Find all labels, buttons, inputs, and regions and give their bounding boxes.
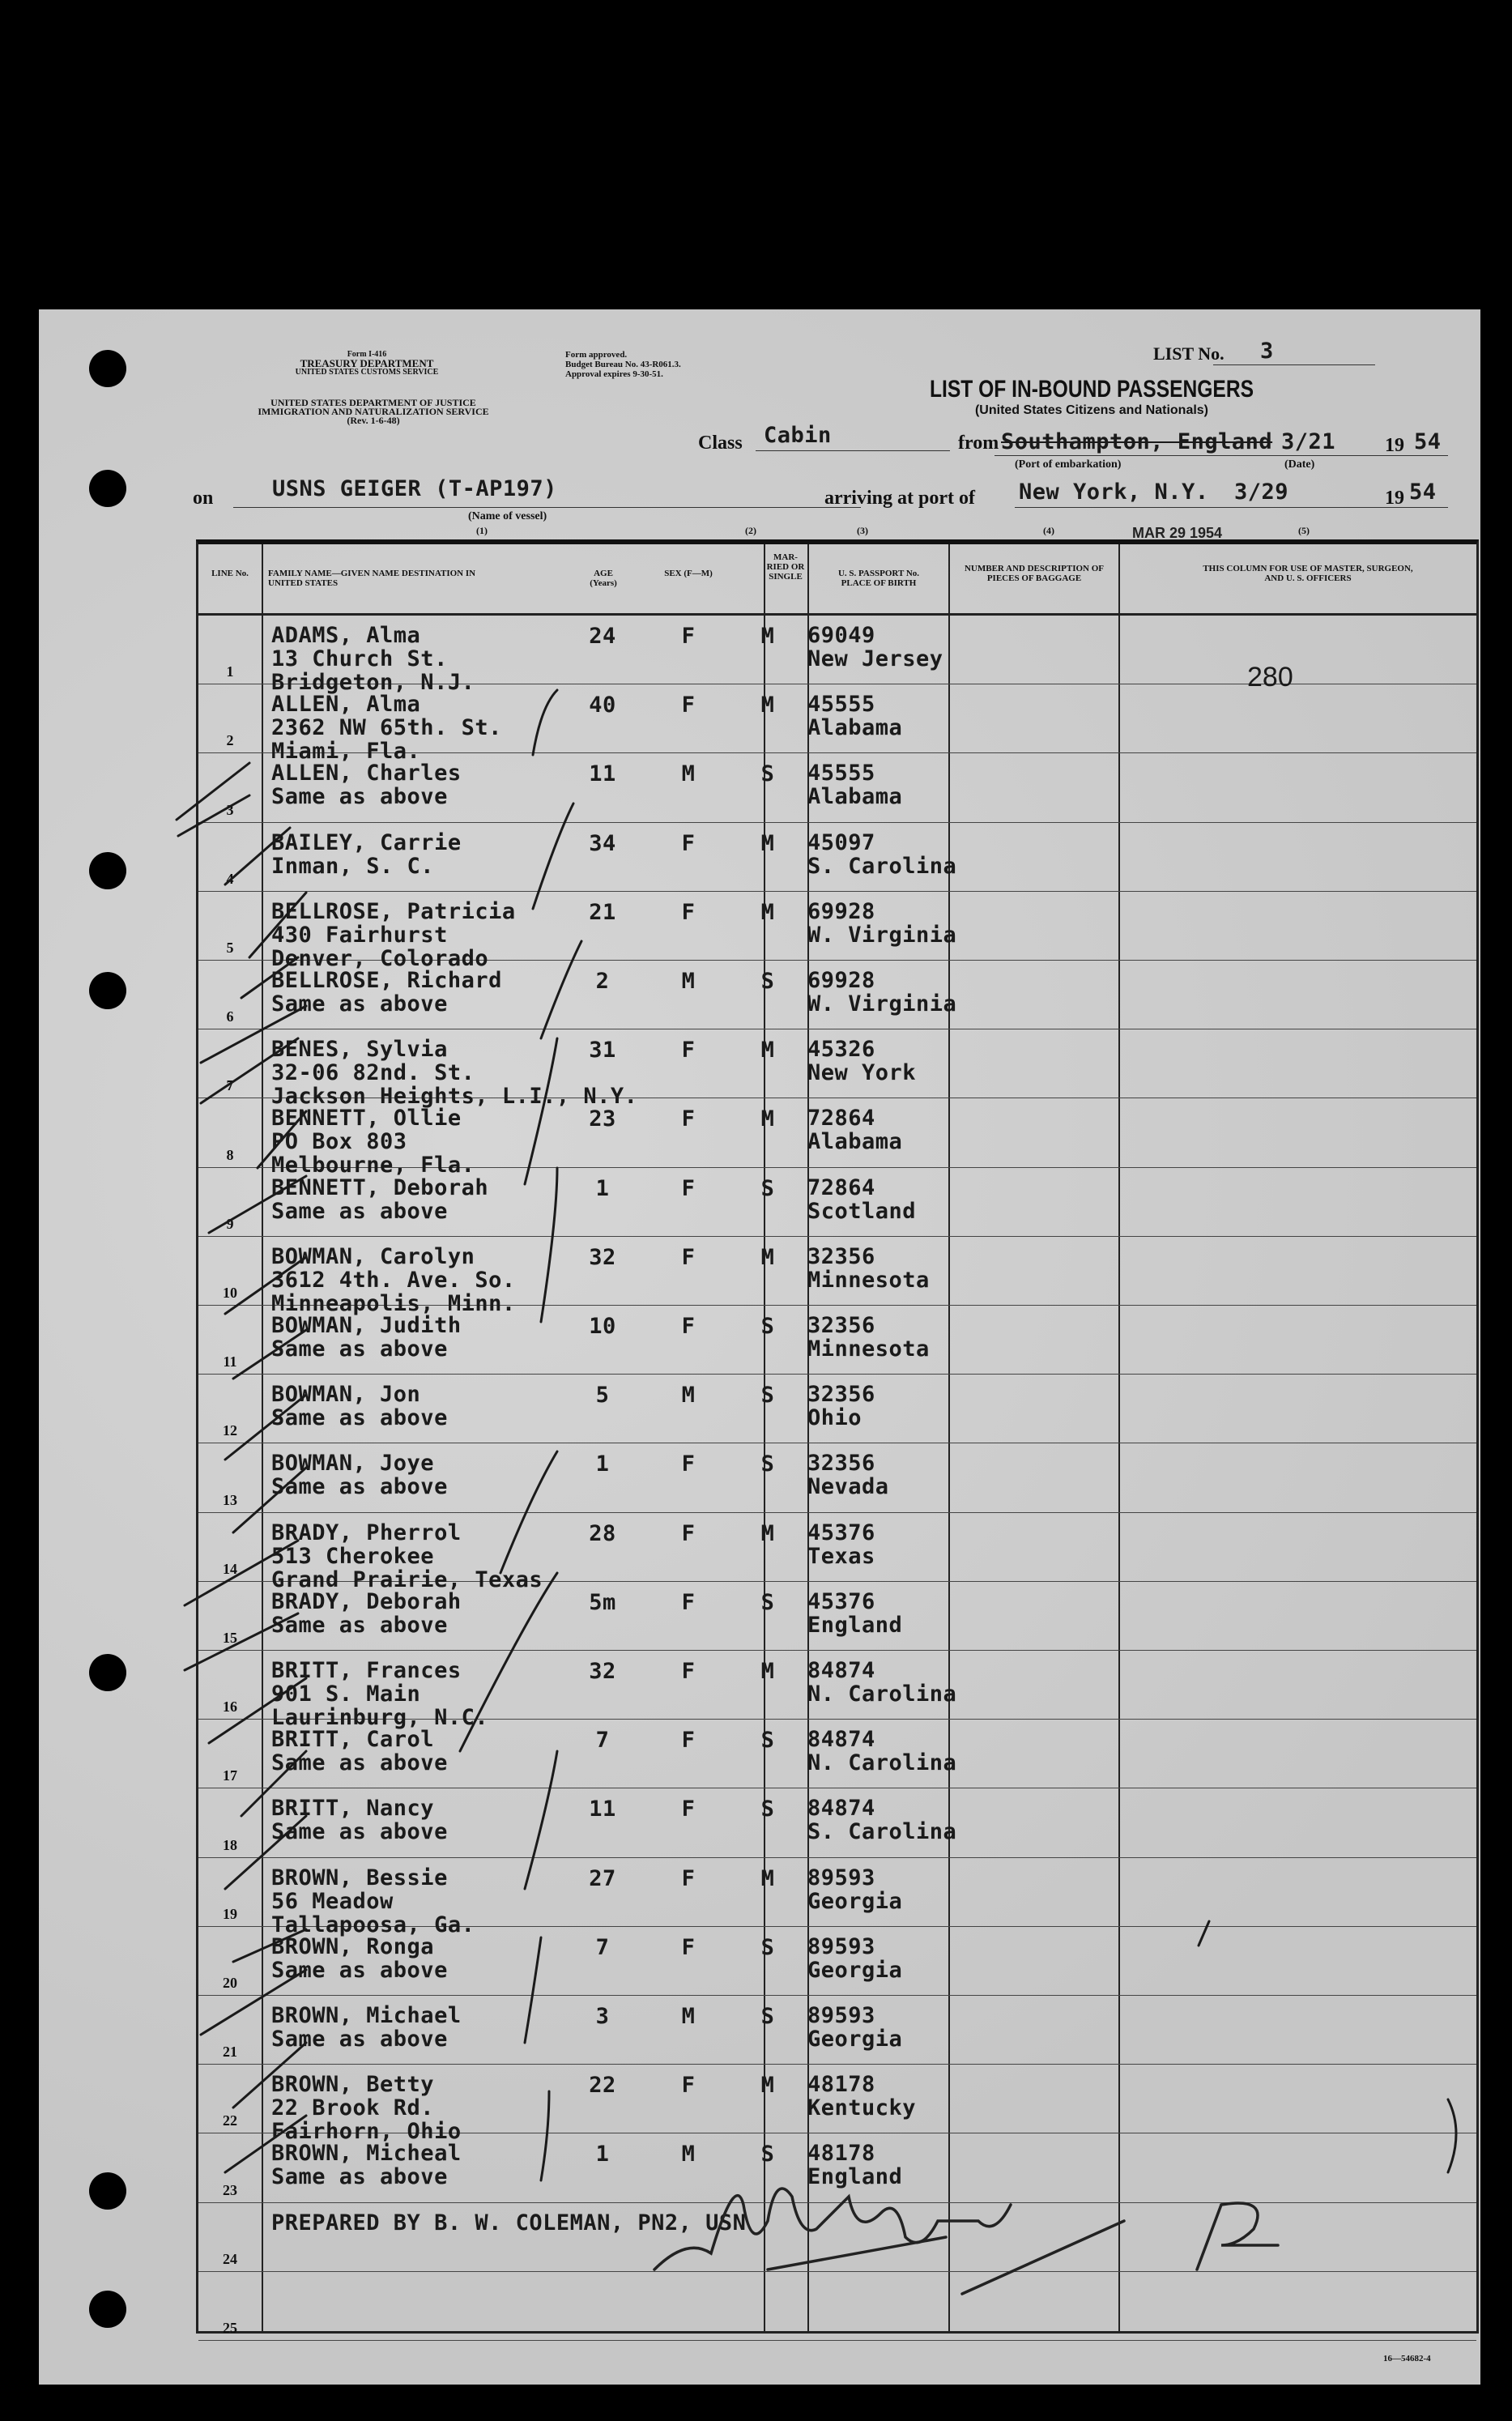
from-year: 54 xyxy=(1414,429,1442,454)
revision: (Rev. 1-6-48) xyxy=(347,415,400,426)
passenger-name-address: BRADY, Deborah Same as above xyxy=(271,1588,462,1638)
passenger-sex: F xyxy=(681,1520,696,1546)
class-value: Cabin xyxy=(764,423,832,448)
from-label: from xyxy=(958,433,999,454)
passport-birthplace: 45097 S. Carolina xyxy=(807,829,957,879)
passenger-age: 1 xyxy=(595,1451,610,1477)
line-number: 17 xyxy=(223,1767,237,1784)
manifest-sheet xyxy=(39,309,1480,2385)
marital-status: S xyxy=(760,1451,775,1477)
passenger-age: 7 xyxy=(595,1934,610,1960)
passenger-age: 24 xyxy=(589,624,616,649)
ins-name: IMMIGRATION AND NATURALIZATION SERVICE xyxy=(258,406,489,417)
line-number: 1 xyxy=(226,663,234,680)
line-number: 18 xyxy=(223,1836,237,1853)
line-number: 6 xyxy=(226,1008,234,1025)
passport-birthplace: 72864 Scotland xyxy=(807,1174,917,1224)
col-married: MAR-RIED OR SINGLE xyxy=(766,552,805,582)
marital-status: S xyxy=(760,1383,775,1409)
marital-status: M xyxy=(760,1106,775,1132)
col-officers: THIS COLUMN FOR USE OF MASTER, SURGEON, AND U. S. OFFICERS xyxy=(1203,564,1413,583)
passenger-age: 5 xyxy=(595,1383,610,1409)
marital-status: S xyxy=(760,1797,775,1822)
passenger-name-address: BRITT, Nancy Same as above xyxy=(271,1796,448,1845)
passenger-sex: F xyxy=(681,1106,696,1132)
passenger-age: 21 xyxy=(589,899,616,925)
passenger-name-address: ADAMS, Alma 13 Church St. Bridgeton, N.J. xyxy=(271,623,475,695)
passenger-name-address: BENNETT, Ollie PO Box 803 Melbourne, Fla. xyxy=(271,1106,475,1179)
passport-birthplace: 32356 Ohio xyxy=(807,1382,875,1431)
passport-birthplace: 84874 S. Carolina xyxy=(807,1796,957,1845)
line-number: 12 xyxy=(223,1422,237,1439)
passenger-sex: F xyxy=(681,899,696,925)
marital-status: M xyxy=(760,899,775,925)
marital-status: S xyxy=(760,1314,775,1339)
marital-status: M xyxy=(760,693,775,718)
passport-birthplace: 69928 W. Virginia xyxy=(807,968,957,1017)
from-date: 3/21 xyxy=(1281,429,1336,454)
arriving-label: arriving at port of xyxy=(824,488,975,509)
from-year-prefix: 19 xyxy=(1385,435,1404,456)
passenger-name-address: ALLEN, Charles Same as above xyxy=(271,761,462,810)
on-label: on xyxy=(193,488,214,509)
marital-status: S xyxy=(760,969,775,994)
line-number: 2 xyxy=(226,732,234,749)
justice-name: UNITED STATES DEPARTMENT OF JUSTICE xyxy=(270,397,476,408)
passport-birthplace: 45555 Alabama xyxy=(807,761,903,810)
passport-birthplace: 89593 Georgia xyxy=(807,1933,903,1983)
passenger-name-address: ALLEN, Alma 2362 NW 65th. St. Miami, Fla. xyxy=(271,692,502,765)
passenger-name-address: BRITT, Carol Same as above xyxy=(271,1727,448,1776)
marital-status: M xyxy=(760,1244,775,1270)
handwritten-marks xyxy=(39,309,1480,2385)
line-number: 19 xyxy=(223,1905,237,1922)
passenger-sex: F xyxy=(681,1244,696,1270)
passenger-name-address: BOWMAN, Carolyn 3612 4th. Ave. So. Minneapolis, Minn. xyxy=(271,1243,516,1316)
line-number: 15 xyxy=(223,1629,237,1646)
line-number: 23 xyxy=(223,2181,237,2198)
passenger-name-address: BAILEY, Carrie Inman, S. C. xyxy=(271,829,462,879)
passport-birthplace: 32356 Minnesota xyxy=(807,1243,930,1293)
passport-birthplace: 45326 New York xyxy=(807,1037,917,1086)
marital-status: M xyxy=(760,1038,775,1063)
passport-birthplace: 32356 Nevada xyxy=(807,1451,889,1500)
page-title: LIST OF IN-BOUND PASSENGERS xyxy=(929,376,1254,403)
marital-status: S xyxy=(760,1934,775,1960)
col-num-1: (1) xyxy=(476,525,488,536)
passenger-sex: F xyxy=(681,1934,696,1960)
line-number: 24 xyxy=(223,2250,237,2267)
line-number: 3 xyxy=(226,801,234,818)
line-number: 20 xyxy=(223,1974,237,1991)
line-number: 13 xyxy=(223,1491,237,1508)
passenger-sex: F xyxy=(681,1589,696,1615)
passenger-age: 34 xyxy=(589,830,616,856)
passport-birthplace: 89593 Georgia xyxy=(807,2003,903,2052)
passenger-sex: F xyxy=(681,1797,696,1822)
arrival-port: New York, N.Y. xyxy=(1019,480,1209,505)
arrival-stamp: MAR 29 1954 xyxy=(1132,525,1223,541)
approval-text: Form approved. xyxy=(565,350,628,360)
passenger-age: 5m xyxy=(589,1589,616,1615)
passenger-sex: F xyxy=(681,1038,696,1063)
date-caption: (Date) xyxy=(1284,458,1315,471)
col-num-5: (5) xyxy=(1298,525,1310,536)
passenger-name-address: BENNETT, Deborah Same as above xyxy=(271,1174,489,1224)
marital-status: M xyxy=(760,2073,775,2099)
passenger-name-address: BROWN, Michael Same as above xyxy=(271,2003,462,2052)
list-no-label: LIST No. xyxy=(1153,343,1225,364)
passenger-sex: F xyxy=(681,1314,696,1339)
line-number: 14 xyxy=(223,1560,237,1577)
line-number: 7 xyxy=(226,1077,234,1094)
passenger-name-address: BOWMAN, Joye Same as above xyxy=(271,1451,448,1500)
passport-birthplace: 48178 Kentucky xyxy=(807,2072,917,2121)
passport-birthplace: 69049 New Jersey xyxy=(807,623,943,671)
marital-status: S xyxy=(760,1175,775,1201)
passenger-name-address: BRADY, Pherrol 513 Cherokee Grand Prairie, Texas xyxy=(271,1520,543,1592)
officer-annotation: 280 xyxy=(1247,662,1293,693)
marital-status: S xyxy=(760,1728,775,1754)
passenger-sex: F xyxy=(681,1659,696,1684)
expires-text: Approval expires 9-30-51. xyxy=(565,369,663,379)
vessel-name: USNS GEIGER (T-AP197) xyxy=(272,476,557,501)
passenger-sex: F xyxy=(681,1728,696,1754)
passport-birthplace: 48178 England xyxy=(807,2141,903,2190)
passenger-age: 27 xyxy=(589,1865,616,1891)
col-passport: U. S. PASSPORT No. PLACE OF BIRTH xyxy=(837,569,920,588)
passenger-name-address: BENES, Sylvia 32-06 82nd. St. Jackson Heights, L.I., N.Y. xyxy=(271,1037,638,1110)
passenger-sex: F xyxy=(681,624,696,649)
passenger-age: 22 xyxy=(589,2073,616,2099)
passenger-age: 10 xyxy=(589,1314,616,1339)
marital-status: S xyxy=(760,1589,775,1615)
passenger-name-address: PREPARED BY B. W. COLEMAN, PN2, USN xyxy=(271,2210,747,2236)
marital-status: M xyxy=(760,1659,775,1684)
marital-status: S xyxy=(760,2142,775,2167)
passport-birthplace: 84874 N. Carolina xyxy=(807,1727,957,1776)
line-number: 5 xyxy=(226,939,234,956)
form-number: Form I-416 xyxy=(347,350,387,359)
passenger-age: 32 xyxy=(589,1659,616,1684)
line-number: 9 xyxy=(226,1215,234,1232)
col-baggage: NUMBER AND DESCRIPTION OF PIECES OF BAGGAGE xyxy=(964,564,1105,583)
footer-code: 16—54682-4 xyxy=(1383,2354,1431,2363)
passenger-sex: M xyxy=(681,2142,696,2167)
passenger-sex: F xyxy=(681,1451,696,1477)
line-number: 21 xyxy=(223,2044,237,2061)
passenger-age: 7 xyxy=(595,1728,610,1754)
col-num-4: (4) xyxy=(1043,525,1054,536)
line-number: 11 xyxy=(223,1353,237,1370)
passport-birthplace: 32356 Minnesota xyxy=(807,1313,930,1362)
customs-name: UNITED STATES CUSTOMS SERVICE xyxy=(295,368,439,377)
passenger-name-address: BROWN, Micheal Same as above xyxy=(271,2141,462,2190)
passenger-sex: F xyxy=(681,1865,696,1891)
line-number: 10 xyxy=(223,1284,237,1301)
vessel-caption: (Name of vessel) xyxy=(468,510,547,522)
passenger-name-address: BOWMAN, Judith Same as above xyxy=(271,1313,462,1362)
passport-birthplace: 45376 England xyxy=(807,1588,903,1638)
passenger-name-address: BRITT, Frances 901 S. Main Laurinburg, N.C. xyxy=(271,1658,489,1730)
passenger-age: 11 xyxy=(589,761,616,787)
dept-name: TREASURY DEPARTMENT xyxy=(300,357,434,369)
marital-status: M xyxy=(760,830,775,856)
line-number: 25 xyxy=(223,2319,237,2336)
passenger-sex: F xyxy=(681,830,696,856)
passport-birthplace: 89593 Georgia xyxy=(807,1865,903,1914)
passenger-name-address: BELLROSE, Richard Same as above xyxy=(271,968,502,1017)
line-number: 4 xyxy=(226,870,234,887)
passenger-sex: M xyxy=(681,1383,696,1409)
col-line-no: LINE No. xyxy=(211,569,249,578)
passport-birthplace: 84874 N. Carolina xyxy=(807,1658,957,1707)
passport-birthplace: 45376 Texas xyxy=(807,1520,875,1569)
passport-birthplace: 45555 Alabama xyxy=(807,692,903,741)
col-num-3: (3) xyxy=(857,525,868,536)
passport-birthplace: 72864 Alabama xyxy=(807,1106,903,1155)
class-label: Class xyxy=(698,433,743,454)
passenger-sex: F xyxy=(681,2073,696,2099)
col-sex: SEX (F—M) xyxy=(664,569,713,578)
col-num-2: (2) xyxy=(745,525,756,536)
passenger-sex: M xyxy=(681,2004,696,2029)
passenger-name-address: BOWMAN, Jon Same as above xyxy=(271,1382,448,1431)
passenger-age: 23 xyxy=(589,1106,616,1132)
passport-birthplace: 69928 W. Virginia xyxy=(807,898,957,948)
passenger-age: 31 xyxy=(589,1038,616,1063)
passenger-age: 11 xyxy=(589,1797,616,1822)
line-number: 8 xyxy=(226,1146,234,1163)
passenger-age: 1 xyxy=(595,1175,610,1201)
col-name: FAMILY NAME—GIVEN NAME DESTINATION IN UNITED STATES xyxy=(268,569,476,588)
list-no-value: 3 xyxy=(1260,339,1274,364)
passenger-sex: M xyxy=(681,969,696,994)
passenger-name-address: BROWN, Bessie 56 Meadow Tallapoosa, Ga. xyxy=(271,1865,475,1937)
passenger-age: 32 xyxy=(589,1244,616,1270)
passenger-age: 1 xyxy=(595,2142,610,2167)
line-number: 16 xyxy=(223,1699,237,1716)
marital-status: M xyxy=(760,1520,775,1546)
passenger-sex: F xyxy=(681,1175,696,1201)
line-number: 22 xyxy=(223,2112,237,2129)
page-subtitle: (United States Citizens and Nationals) xyxy=(974,403,1209,417)
passenger-name-address: BELLROSE, Patricia 430 Fairhurst Denver, Colorado xyxy=(271,898,516,971)
passenger-age: 2 xyxy=(595,969,610,994)
passenger-age: 40 xyxy=(589,693,616,718)
budget-text: Budget Bureau No. 43-R061.3. xyxy=(565,360,681,369)
passenger-age: 3 xyxy=(595,2004,610,2029)
passenger-age: 28 xyxy=(589,1520,616,1546)
from-port: Southampton, England xyxy=(1001,429,1273,454)
marital-status: S xyxy=(760,2004,775,2029)
arrival-date: 3/29 xyxy=(1234,480,1289,505)
passenger-name-address: BROWN, Ronga Same as above xyxy=(271,1933,448,1983)
embark-caption: (Port of embarkation) xyxy=(1015,458,1122,471)
marital-status: S xyxy=(760,761,775,787)
arrival-year: 54 xyxy=(1409,480,1437,505)
passenger-sex: M xyxy=(681,761,696,787)
marital-status: M xyxy=(760,1865,775,1891)
arrival-year-prefix: 19 xyxy=(1385,488,1404,509)
passenger-name-address: BROWN, Betty 22 Brook Rd. Fairhorn, Ohio xyxy=(271,2072,462,2145)
passenger-sex: F xyxy=(681,693,696,718)
marital-status: M xyxy=(760,624,775,649)
col-age: AGE (Years) xyxy=(590,569,617,588)
